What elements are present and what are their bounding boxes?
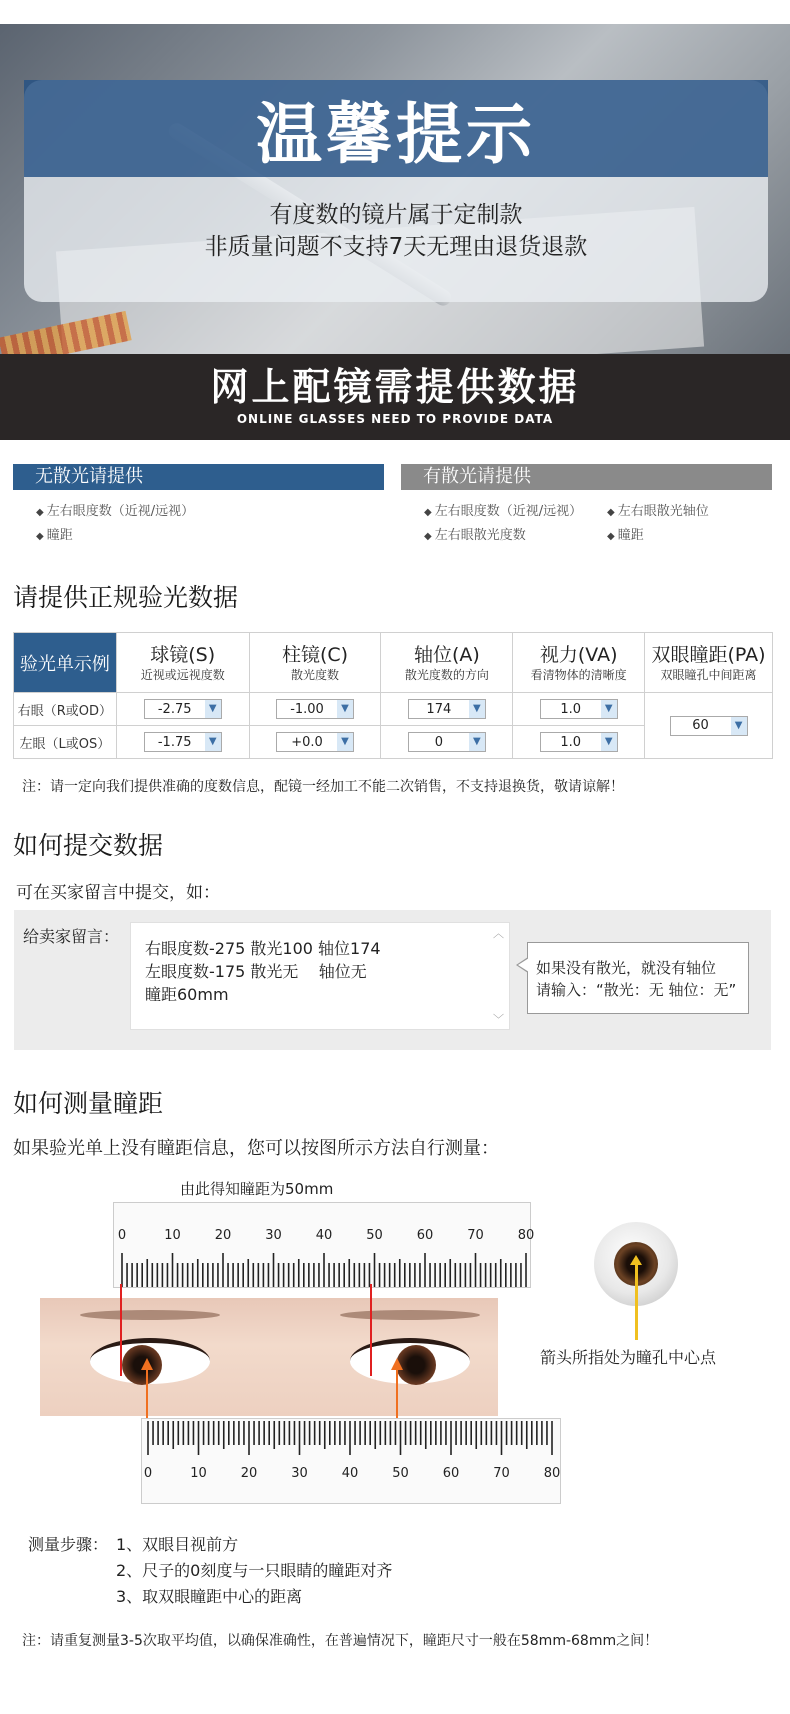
chevron-down-icon: ▼	[205, 733, 221, 751]
ruler-label: 50	[392, 1466, 409, 1481]
astigmatism-header: 有散光请提供	[401, 464, 772, 490]
arrow-shaft	[146, 1368, 148, 1420]
notice-box	[24, 80, 768, 302]
measure-section-title: 如何测量瞳距	[13, 1089, 164, 1118]
diamond-icon: ◆	[607, 531, 615, 542]
chevron-down-icon: ▼	[731, 717, 747, 735]
list-item: ◆ 左右眼散光度数	[424, 528, 526, 543]
list-item: ◆ 左右眼度数（近视/远视）	[36, 504, 195, 519]
submit-intro: 可在买家留言中提交，如：	[16, 883, 220, 903]
ruler-label: 40	[341, 1466, 359, 1481]
pd-select[interactable]: 60 ▼	[670, 716, 748, 736]
section-banner	[0, 354, 790, 440]
ruler-label: 80	[543, 1466, 561, 1481]
eyebrow	[80, 1310, 220, 1320]
step-1: 1、双眼目视前方	[116, 1535, 239, 1554]
rx-section-title: 请提供正规验光数据	[13, 583, 239, 612]
ruler-bottom-scale	[142, 1419, 562, 1505]
chevron-down-icon: ▼	[601, 700, 617, 718]
row-label-left: 左眼（L或OS）	[14, 726, 117, 759]
right-sph-select[interactable]: -2.75 ▼	[144, 699, 222, 719]
scroll-down-icon[interactable]: ﹀	[493, 1013, 504, 1026]
ruler-label: 30	[291, 1466, 308, 1481]
ruler-label: 0	[143, 1466, 153, 1481]
rx-note: 注：请一定向我们提供准确的度数信息，配镜一经加工不能二次销售，不支持退换货，敬请谅解！	[22, 779, 624, 795]
face-photo	[40, 1298, 498, 1416]
diamond-icon: ◆	[36, 531, 44, 542]
pupil-line-right	[120, 1284, 122, 1376]
list-item: ◆ 左右眼散光轴位	[607, 504, 709, 519]
ruler-label: 60	[416, 1228, 434, 1243]
diamond-icon: ◆	[36, 507, 44, 518]
hero-banner	[0, 24, 790, 354]
left-axis-select[interactable]: 0 ▼	[408, 732, 486, 752]
rx-header-axis: 轴位(A) 散光度数的方向	[381, 633, 513, 693]
chevron-down-icon: ▼	[469, 733, 485, 751]
rx-header-cyl: 柱镜(C) 散光度数	[249, 633, 381, 693]
step-3: 3、取双眼瞳距中心的距离	[116, 1587, 303, 1606]
list-item: ◆ 左右眼度数（近视/远视）	[424, 504, 583, 519]
right-va-select[interactable]: 1.0 ▼	[540, 699, 618, 719]
notice-line-2: 非质量问题不支持7天无理由退货退款	[204, 234, 588, 260]
measure-intro: 如果验光单上没有瞳距信息，您可以按图所示方法自行测量：	[13, 1138, 499, 1159]
pd-result: 由此得知瞳距为50mm	[180, 1180, 334, 1198]
ruler-label: 50	[366, 1228, 383, 1243]
left-cyl-select[interactable]: +0.0 ▼	[276, 732, 354, 752]
message-textarea[interactable]: 右眼度数-275 散光100 轴位174 左眼度数-175 散光无 轴位无 瞳距60mm ︿ ﹀	[130, 922, 510, 1030]
diamond-icon: ◆	[424, 531, 432, 542]
ruler-label: 60	[442, 1466, 460, 1481]
diamond-icon: ◆	[424, 507, 432, 518]
notice-header	[24, 80, 768, 177]
chevron-down-icon: ▼	[337, 700, 353, 718]
arrow-shaft	[635, 1262, 638, 1340]
eye-left	[350, 1338, 470, 1384]
ruler-bottom	[141, 1418, 561, 1504]
pupil-line-left	[370, 1284, 372, 1376]
ruler-label: 20	[214, 1228, 232, 1243]
message-panel	[14, 910, 771, 1050]
scroll-up-icon[interactable]: ︿	[493, 927, 504, 940]
table-row	[14, 693, 773, 726]
diamond-icon: ◆	[607, 507, 615, 518]
pupil-caption: 箭头所指处为瞳孔中心点	[540, 1348, 717, 1367]
right-axis-select[interactable]: 174 ▼	[408, 699, 486, 719]
rx-header-pd: 双眼瞳距(PA) 双眼瞳孔中间距离	[645, 633, 773, 693]
submit-section-title: 如何提交数据	[13, 831, 164, 860]
rx-example-label: 验光单示例	[14, 633, 117, 693]
rx-header-sph: 球镜(S) 近视或远视度数	[116, 633, 249, 693]
left-va-select[interactable]: 1.0 ▼	[540, 732, 618, 752]
right-cyl-select[interactable]: -1.00 ▼	[276, 699, 354, 719]
measure-note: 注：请重复测量3-5次取平均值，以确保准确性，在普遍情况下，瞳距尺寸一般在58mm-68mm之间！	[22, 1633, 659, 1649]
step-2: 2、尺子的0刻度与一只眼睛的瞳距对齐	[116, 1561, 393, 1580]
chevron-down-icon: ▼	[337, 733, 353, 751]
banner-subtitle: ONLINE GLASSES NEED TO PROVIDE DATA	[236, 412, 554, 426]
banner-title: 网上配镜需提供数据	[210, 365, 580, 409]
tip-callout: 如果没有散光，就没有轴位 请输入：“散光：无 轴位：无”	[527, 942, 749, 1014]
ruler-label: 20	[240, 1466, 258, 1481]
ruler-label: 10	[164, 1228, 181, 1243]
list-item: ◆ 瞳距	[36, 528, 73, 543]
ruler-top-scale	[114, 1203, 535, 1289]
eyebrow	[340, 1310, 480, 1320]
notice-line-1: 有度数的镜片属于定制款	[269, 202, 523, 228]
notice-title: 温馨提示	[256, 96, 536, 173]
ruler-label: 80	[517, 1228, 535, 1243]
ruler-label: 40	[315, 1228, 333, 1243]
no-astigmatism-header: 无散光请提供	[13, 464, 384, 490]
ruler-top	[113, 1202, 535, 1288]
arrow-shaft	[396, 1368, 398, 1420]
rx-header-va: 视力(VA) 看清物体的清晰度	[513, 633, 645, 693]
list-item: ◆ 瞳距	[607, 528, 644, 543]
row-label-right: 右眼（R或OD）	[14, 693, 117, 726]
message-label: 给卖家留言：	[23, 927, 120, 946]
chevron-down-icon: ▼	[601, 733, 617, 751]
ruler-label: 30	[265, 1228, 282, 1243]
rx-table	[13, 632, 773, 759]
ruler-label: 70	[467, 1228, 484, 1243]
ruler-label: 0	[117, 1228, 127, 1243]
ruler-label: 70	[493, 1466, 510, 1481]
left-sph-select[interactable]: -1.75 ▼	[144, 732, 222, 752]
chevron-down-icon: ▼	[469, 700, 485, 718]
chevron-down-icon: ▼	[205, 700, 221, 718]
steps-label: 测量步骤：	[28, 1535, 109, 1554]
ruler-label: 10	[190, 1466, 207, 1481]
